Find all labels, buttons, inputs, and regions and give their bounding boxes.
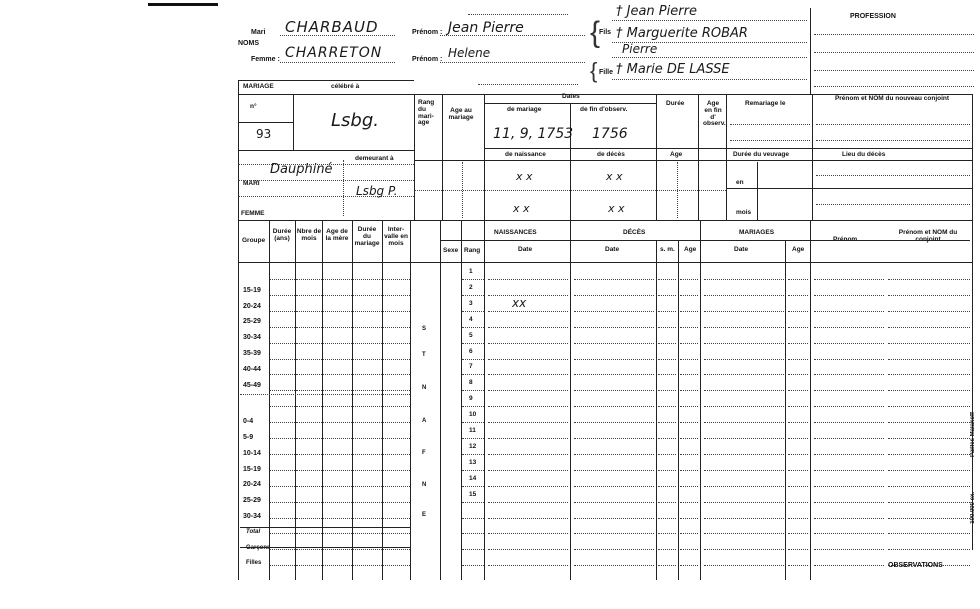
- group-label: 15-19: [243, 286, 261, 294]
- de-naissance-label: de naissance: [505, 151, 546, 158]
- remariage-label: Remariage le: [745, 100, 786, 107]
- duree-mariage-label: Durée du mariage: [354, 226, 380, 247]
- group-label: 5-9: [243, 434, 254, 441]
- group-label: 0-4: [243, 418, 254, 426]
- rank-number: 7: [469, 363, 473, 371]
- rank-number: 6: [469, 347, 473, 355]
- no-label: n°: [250, 103, 257, 110]
- group-label: 20-24: [243, 302, 261, 310]
- sexe-label: Sexe: [443, 247, 459, 254]
- de-mariage-label: de mariage: [507, 106, 542, 113]
- wife-birth: x x: [513, 202, 530, 215]
- husband-birth: x x: [516, 170, 533, 183]
- age-mere-label: Age de la mère: [325, 228, 349, 242]
- nouveau-conjoint-label: Prénom et NOM du nouveau conjoint: [834, 95, 950, 102]
- de-deces-label: de décès: [597, 151, 625, 158]
- group-label: 10-14: [243, 449, 261, 457]
- nbre-mois-label: Nbre de mois: [296, 228, 322, 242]
- enfants-letter: E: [422, 512, 427, 518]
- duree-veuvage-label: Durée du veuvage: [733, 151, 789, 158]
- fille-label: Fille: [599, 69, 614, 76]
- mariage-age-label: Age: [792, 246, 805, 253]
- deces-age-label: Age: [684, 246, 697, 253]
- enfants-letter: S: [422, 326, 427, 332]
- mari-row-label: MARI: [243, 180, 260, 187]
- rank-number: 14: [469, 474, 477, 482]
- prenom-label-1: Prénom :: [412, 29, 443, 36]
- fille-brace: {: [590, 58, 598, 83]
- femme-label: Femme :: [251, 56, 280, 63]
- deces-label: DÉCÈS: [623, 229, 646, 236]
- wife-surname: CHARRETON: [285, 45, 383, 61]
- enfants-letter: A: [422, 418, 427, 424]
- rank-number: 2: [469, 283, 473, 291]
- husband-firstname: Jean Pierre: [448, 20, 524, 36]
- prenom-label-2: Prénom :: [412, 56, 443, 63]
- mois-label: mois: [736, 209, 752, 216]
- naissances-label: NAISSANCES: [494, 229, 537, 236]
- group-label: 25-29: [243, 497, 261, 505]
- age-col-label: Age: [670, 151, 683, 158]
- son-2: † Marguerite ROBAR: [616, 26, 748, 41]
- wife-death: x x: [608, 202, 625, 215]
- dates-label: Dates: [562, 93, 580, 100]
- marriage-date: 11, 9, 1753: [493, 126, 574, 142]
- age-au-mariage-label: Age au mariage: [448, 107, 474, 121]
- group-label: 40-44: [243, 365, 261, 373]
- lieu-deces-label: Lieu du décès: [842, 151, 886, 158]
- profession-label: PROFESSION: [850, 13, 896, 20]
- son-3: Pierre: [622, 42, 658, 56]
- marriage-place: Lsbg.: [331, 110, 379, 131]
- rank-number: 8: [469, 379, 473, 387]
- fils-brace: {: [590, 16, 601, 49]
- rank-number: 10: [469, 411, 477, 419]
- mariages-label: MARIAGES: [739, 229, 775, 236]
- prenom-col-label: Prénom: [833, 236, 858, 243]
- en-label: en: [736, 179, 744, 186]
- naissance-date-label: Date: [518, 246, 533, 253]
- rang-col-label: Rang: [464, 247, 481, 254]
- rank-number: 13: [469, 458, 477, 466]
- duree-label: Durée: [666, 100, 685, 107]
- group-label: Garçons: [246, 544, 271, 551]
- rank-number: 15: [469, 490, 477, 498]
- rank-number: 12: [469, 442, 477, 450]
- rank-number: 9: [469, 395, 473, 403]
- group-label: 25-29: [243, 318, 261, 326]
- femme-row-label: FEMME: [241, 210, 265, 217]
- end-observation: 1756: [592, 126, 628, 142]
- residence: Lsbg P.: [356, 184, 398, 198]
- rank-number: 11: [469, 427, 476, 434]
- wife-firstname: Helene: [448, 46, 491, 60]
- rank-number: 1: [469, 268, 473, 275]
- intervalle-label: Inter-valle en mois: [384, 226, 408, 247]
- group-label: 35-39: [243, 350, 261, 357]
- groupe-label: Groupe: [242, 237, 266, 244]
- age-fin-observ-label: Age en fin d' observ.: [703, 100, 726, 128]
- enfants-letter: N: [422, 385, 427, 391]
- enfants-letter: F: [422, 450, 426, 456]
- enfants-letter: T: [422, 352, 426, 358]
- rank-number: 3: [469, 299, 473, 307]
- mari-label: Mari: [251, 29, 266, 36]
- group-label: 45-49: [243, 381, 261, 389]
- printer-note: Pailles Malakoff: [970, 412, 976, 458]
- duree-ans-label: Durée (ans): [272, 228, 292, 242]
- rank-number: 4: [469, 315, 473, 323]
- group-label: Total: [246, 528, 261, 535]
- birth-entry: xx: [512, 296, 527, 310]
- deces-date-label: Date: [605, 246, 620, 253]
- print-run: 100.000 ex.: [970, 492, 976, 524]
- son-1: † Jean Pierre: [616, 4, 697, 19]
- marriage-number: 93: [256, 127, 272, 141]
- group-label: Filles: [246, 560, 262, 567]
- group-label: 30-34: [243, 513, 261, 520]
- group-label: 30-34: [243, 334, 261, 342]
- group-label: 15-19: [243, 465, 261, 473]
- mariage-label: MARIAGE: [243, 83, 274, 90]
- rang-label: Rang du mari-age: [418, 99, 435, 127]
- group-label: 20-24: [243, 481, 261, 489]
- mariage-date-label: Date: [734, 246, 749, 253]
- conjoint-col-label: Prénom et NOM du conjoint: [898, 229, 958, 243]
- enfants-letter: N: [422, 482, 427, 488]
- fin-observ-label: de fin d'observ.: [580, 106, 628, 113]
- sm-label: s. m.: [660, 246, 675, 253]
- observations-label: OBSERVATIONS: [888, 562, 943, 569]
- daughter-1: † Marie DE LASSE: [616, 62, 730, 77]
- noms-label: NOMS: [238, 40, 259, 47]
- husband-origin: Dauphiné: [270, 162, 333, 177]
- celebre-label: célébré à: [331, 83, 360, 90]
- demeurant-label: demeurant à: [355, 155, 394, 162]
- husband-death: x x: [606, 170, 623, 183]
- rank-number: 5: [469, 331, 473, 339]
- fils-label: Fils: [599, 29, 612, 36]
- husband-surname: CHARBAUD: [285, 18, 379, 36]
- header-bar: [148, 3, 218, 6]
